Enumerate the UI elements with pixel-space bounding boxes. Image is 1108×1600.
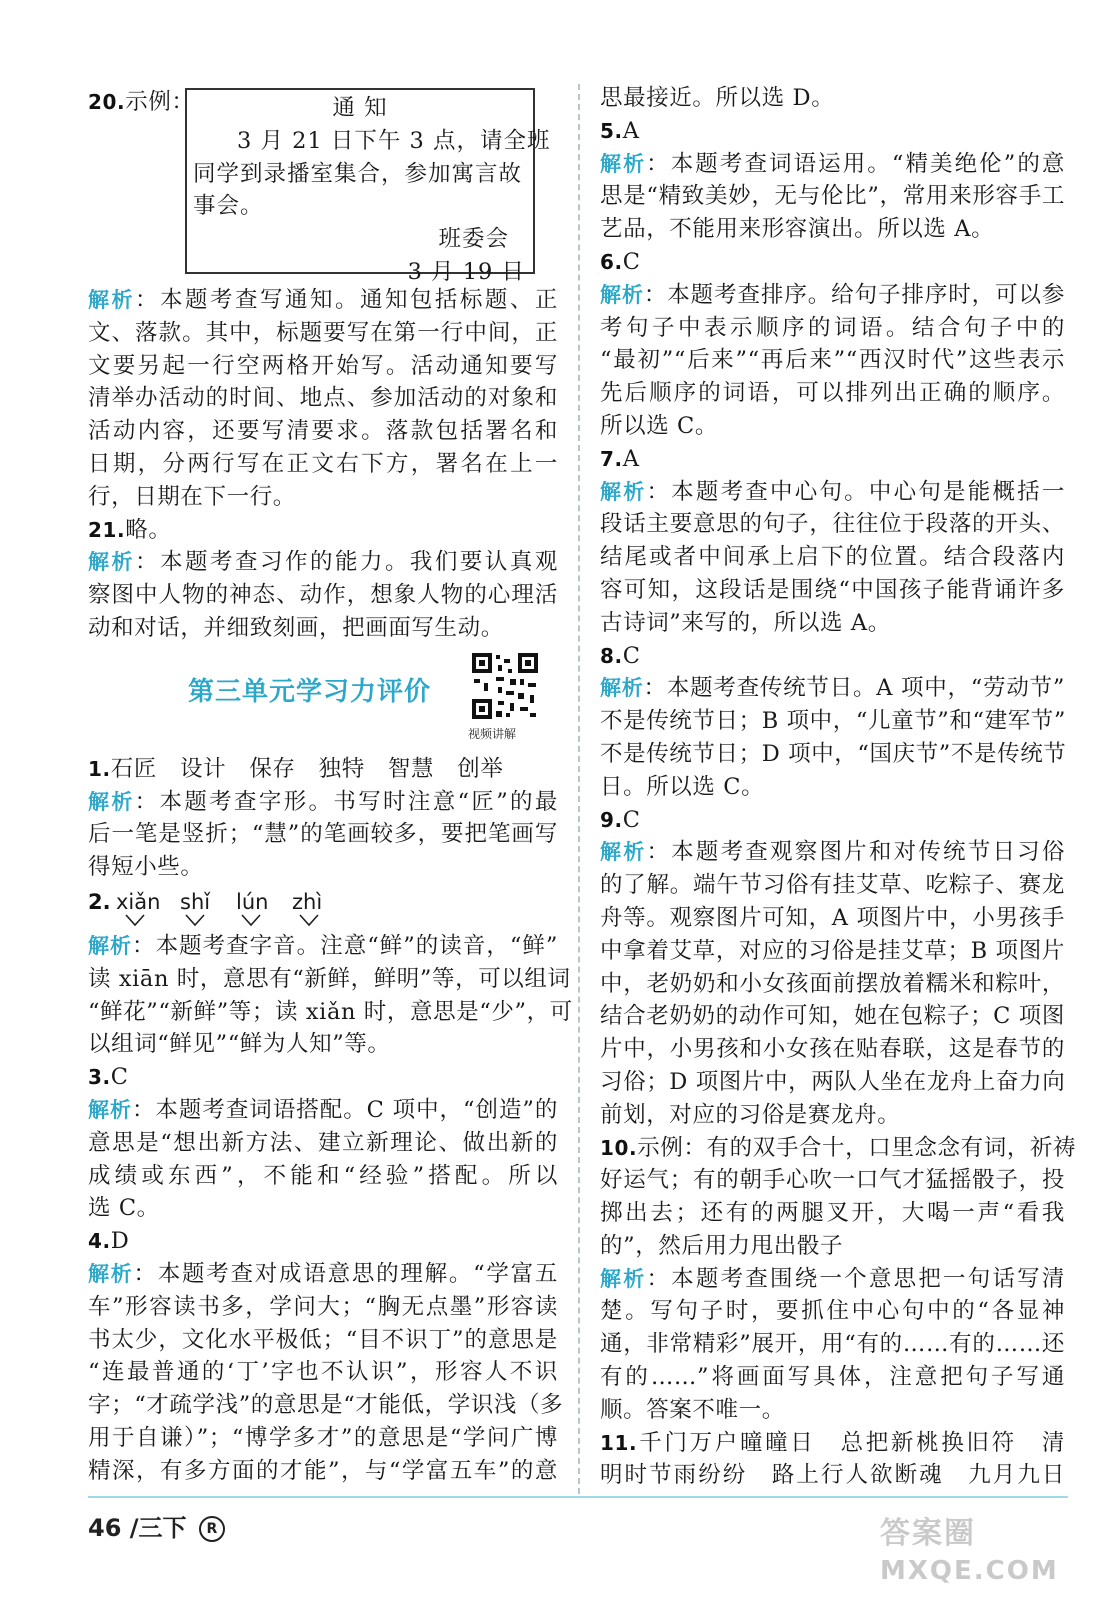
notice-body-line: 事会。: [193, 193, 264, 220]
analysis-line: 有的……”将画面写具体，注意把句子写通: [600, 1364, 1065, 1391]
analysis-line: 日期，分两行写在正文右下方，署名在上一: [88, 450, 558, 477]
u4-answer: 4.D: [88, 1228, 130, 1255]
qr-label: 视频讲解: [468, 726, 517, 741]
checkmark-icon: [184, 912, 206, 928]
analysis-label: 解析: [600, 282, 644, 307]
analysis-line: 解析：本题考查对成语意思的理解。“学富五: [88, 1260, 558, 1287]
analysis-label: 解析: [600, 840, 647, 865]
analysis-line: 楚。写句子时，要抓住中心句中的“各显神: [600, 1298, 1065, 1325]
q21-answer: 21.略。: [88, 516, 172, 543]
u1-answer: 1.石匠 设计 保存 独特 智慧 创举: [88, 755, 504, 782]
analysis-label: 解析: [88, 933, 133, 958]
analysis-label: 解析: [88, 550, 135, 575]
qr-code-icon[interactable]: [470, 651, 540, 721]
edition-badge-icon: R: [199, 1516, 225, 1542]
column-divider: [578, 84, 580, 1494]
analysis-line: 书太少，文化水平极低；“目不识丁”的意思是: [88, 1326, 558, 1353]
u4-number: 4.: [88, 1229, 111, 1254]
pinyin-3: lún: [236, 889, 269, 914]
answer-line: 掷出去；还有的两腿叉开，大喝一声“看我: [600, 1200, 1065, 1227]
analysis-line: 清举办活动的时间、地点、参加活动的对象和: [88, 385, 558, 412]
q20-example: 示例：: [125, 89, 195, 115]
notice-body-line: 3 月 21 日下午 3 点，请全班: [237, 127, 551, 154]
u2-answer: [88, 890, 558, 930]
answer-line: 好运气；有的朝手心吹一口气才猛摇骰子，投: [600, 1167, 1065, 1194]
answer-line: 明时节雨纷纷 路上行人欲断魂 九月九日: [600, 1462, 1065, 1489]
answer-line: 的”，然后用力甩出骰子: [600, 1232, 844, 1259]
analysis-line: 先后顺序的词语，可以排列出正确的顺序。: [600, 380, 1065, 407]
analysis-line: 解析：本题考查围绕一个意思把一句话写清: [600, 1265, 1065, 1292]
u5-number: 5.: [600, 118, 623, 143]
analysis-line: 行，日期在下一行。: [88, 483, 296, 510]
pinyin-4: zhì: [292, 889, 323, 914]
analysis-line: 段话主要意思的句子，往往位于段落的开头、: [600, 511, 1065, 538]
unit-title: 第三单元学习力评价: [188, 676, 432, 707]
u7-answer: 7.A: [600, 445, 640, 472]
analysis-line: 通，非常精彩”展开，用“有的……有的……还: [600, 1331, 1065, 1358]
analysis-line: 舟等。观察图片可知，A 项图片中，小男孩手: [600, 904, 1065, 931]
analysis-line: 的了解。端午节习俗有挂艾草、吃粽子、赛龙: [600, 872, 1065, 899]
analysis-label: 解析: [600, 479, 647, 504]
analysis-label: 解析: [600, 676, 644, 701]
q20-number: 20.: [88, 90, 126, 114]
pinyin-1: xiǎn: [116, 889, 161, 914]
u10-answer: 10.示例：有的双手合十，口里念念有词，祈祷: [600, 1134, 1077, 1161]
u2-number: 2.: [88, 889, 111, 914]
u3-answer: 3.C: [88, 1064, 129, 1091]
pinyin-2: shǐ: [180, 889, 211, 914]
analysis-line: 艺品，不能用来形容演出。所以选 A。: [600, 216, 995, 243]
checkmark-icon: [298, 912, 320, 928]
analysis-line: 解析：本题考查观察图片和对传统节日习俗: [600, 839, 1065, 866]
notice-signature: 班委会: [438, 226, 509, 253]
analysis-label: 解析: [88, 288, 135, 312]
watermark: [880, 1508, 1090, 1598]
analysis-line: 选 C。: [88, 1195, 160, 1222]
analysis-line: 前划，对应的习俗是赛龙舟。: [600, 1101, 901, 1128]
analysis-line: 动和对话，并细致刻画，把画面写生动。: [88, 614, 504, 641]
analysis-line: 容可知，这段话是围绕“中国孩子能背诵许多: [600, 576, 1065, 603]
analysis-line: 不是传统节日；D 项中，“国庆节”不是传统节: [600, 740, 1067, 767]
analysis-line: 得短小些。: [88, 854, 204, 881]
analysis-line: 习俗；D 项图片中，两队人坐在龙舟上奋力向: [600, 1068, 1066, 1095]
analysis-label: 解析: [600, 1266, 647, 1291]
analysis-line: “连最普通的‘丁’字也不认识”，形容人不识: [88, 1359, 558, 1386]
analysis-label: 解析: [600, 151, 647, 176]
analysis-line: 文、落款。其中，标题要写在第一行中间，正: [88, 319, 558, 346]
q21-number: 21.: [88, 517, 126, 542]
analysis-line: “鲜花”“新鲜”等；读 xiǎn 时，意思是“少”，可: [88, 998, 573, 1025]
u11-answer: 11.千门万户曈曈日 总把新桃换旧符 清: [600, 1429, 1065, 1456]
q20-row: [88, 82, 558, 285]
u9-number: 9.: [600, 807, 623, 832]
analysis-line: 字；“才疏学浅”的意思是“才能低，学识浅（多: [88, 1392, 564, 1419]
analysis-line: 片中，小男孩和小女孩在贴春联，这是春节的: [600, 1036, 1065, 1063]
u8-number: 8.: [600, 643, 623, 668]
page-number: [88, 1508, 225, 1543]
analysis-line: 解析：本题考查传统节日。A 项中，“劳动节”: [600, 675, 1065, 702]
analysis-line: 结尾或者中间承上启下的位置。结合段落内: [600, 544, 1065, 571]
analysis-line: 解析：本题考查习作的能力。我们要认真观: [88, 549, 559, 576]
watermark-top: 答案圈: [880, 1516, 976, 1551]
analysis-line: 读 xiān 时，意思有“新鲜，鲜明”等，可以组词: [88, 965, 571, 992]
unit-header: [88, 651, 558, 747]
analysis-line: 意思是“想出新方法、建立新理论、做出新的: [88, 1129, 558, 1156]
u1-number: 1.: [88, 756, 111, 781]
analysis-line: 文要另起一行空两格开始写。活动通知要写: [88, 352, 558, 379]
notice-title: 通 知: [332, 95, 388, 121]
analysis-line: 解析：本题考查词语搭配。C 项中，“创造”的: [88, 1096, 559, 1123]
analysis-line: 车”形容读书多，学问大；“胸无点墨”形容读: [88, 1293, 558, 1320]
analysis-label: 解析: [88, 1261, 134, 1286]
analysis-line: 解析：本题考查字音。注意“鲜”的读音，“鲜”: [88, 932, 559, 959]
analysis-line: 后一笔是竖折；“慧”的笔画较多，要把笔画写: [88, 821, 558, 848]
notice-body-line: 同学到录播室集合，参加寓言故: [193, 160, 523, 187]
analysis-line: 解析：本题考查字形。书写时注意“匠”的最: [88, 788, 558, 815]
u7-number: 7.: [600, 446, 623, 471]
u3-number: 3.: [88, 1065, 111, 1090]
u6-number: 6.: [600, 249, 623, 274]
analysis-line: 中，老奶奶和小女孩面前摆放着糯米和粽叶，: [600, 970, 1065, 997]
u9-answer: 9.C: [600, 806, 641, 833]
analysis-line: 察图中人物的神态、动作，想象人物的心理活: [88, 582, 558, 609]
analysis-line: 用于自谦）”；“博学多才”的意思是“学问广博: [88, 1424, 558, 1451]
u10-number: 10.: [600, 1135, 638, 1160]
analysis-line: 精深，有多方面的才能”，与“学富五车”的意: [88, 1457, 558, 1484]
analysis-line: 解析：本题考查中心句。中心句是能概括一: [600, 478, 1065, 505]
continued-line: 思最接近。所以选 D。: [600, 85, 835, 111]
footer-rule: [88, 1496, 1068, 1498]
page-label: 46 /三下: [88, 1514, 187, 1542]
analysis-line: 不是传统节日；B 项中，“儿童节”和“建军节”: [600, 708, 1066, 735]
u6-answer: 6.C: [600, 248, 641, 275]
analysis-label: 解析: [88, 1097, 132, 1122]
checkmark-icon: [124, 912, 146, 928]
u5-answer: 5.A: [600, 117, 640, 144]
analysis-line: 活动内容，还要写清要求。落款包括署名和: [88, 418, 558, 445]
analysis-line: “最初”“后来”“再后来”“西汉时代”这些表示: [600, 347, 1065, 374]
u8-answer: 8.C: [600, 642, 641, 669]
notice-date: 3 月 19 日: [407, 258, 525, 285]
left-column: [88, 82, 573, 1488]
analysis-line: 考句子中表示顺序的词语。结合句子中的: [600, 314, 1065, 341]
analysis-line: 古诗词”来写的，所以选 A。: [600, 609, 891, 636]
analysis-line: 解析：本题考查写通知。通知包括标题、正: [88, 287, 559, 313]
analysis-line: 以组词“鲜见”“鲜为人知”等。: [88, 1031, 391, 1058]
analysis-line: 解析：本题考查排序。给句子排序时，可以参: [600, 281, 1065, 308]
u11-number: 11.: [600, 1430, 638, 1455]
analysis-line: 中拿着艾草，对应的习俗是挂艾草；B 项图片: [600, 937, 1065, 964]
q20-prefix: [88, 86, 195, 119]
analysis-line: 结合老奶奶的动作可知，她在包粽子；C 项图: [600, 1003, 1065, 1030]
checkmark-icon: [240, 912, 262, 928]
analysis-line: 所以选 C。: [600, 412, 718, 439]
analysis-line: 日。所以选 C。: [600, 773, 765, 800]
analysis-line: 成绩或东西”，不能和“经验”搭配。所以: [88, 1162, 558, 1189]
right-column: [600, 82, 1077, 1492]
analysis-line: 顺。答案不唯一。: [600, 1396, 785, 1423]
analysis-line: 解析：本题考查词语运用。“精美绝伦”的意: [600, 150, 1066, 177]
watermark-bottom: MXQE.COM: [880, 1556, 1059, 1586]
notice-box: [185, 88, 551, 285]
analysis-line: 思是“精致美妙，无与伦比”，常用来形容手工: [600, 183, 1065, 210]
analysis-label: 解析: [88, 789, 135, 814]
